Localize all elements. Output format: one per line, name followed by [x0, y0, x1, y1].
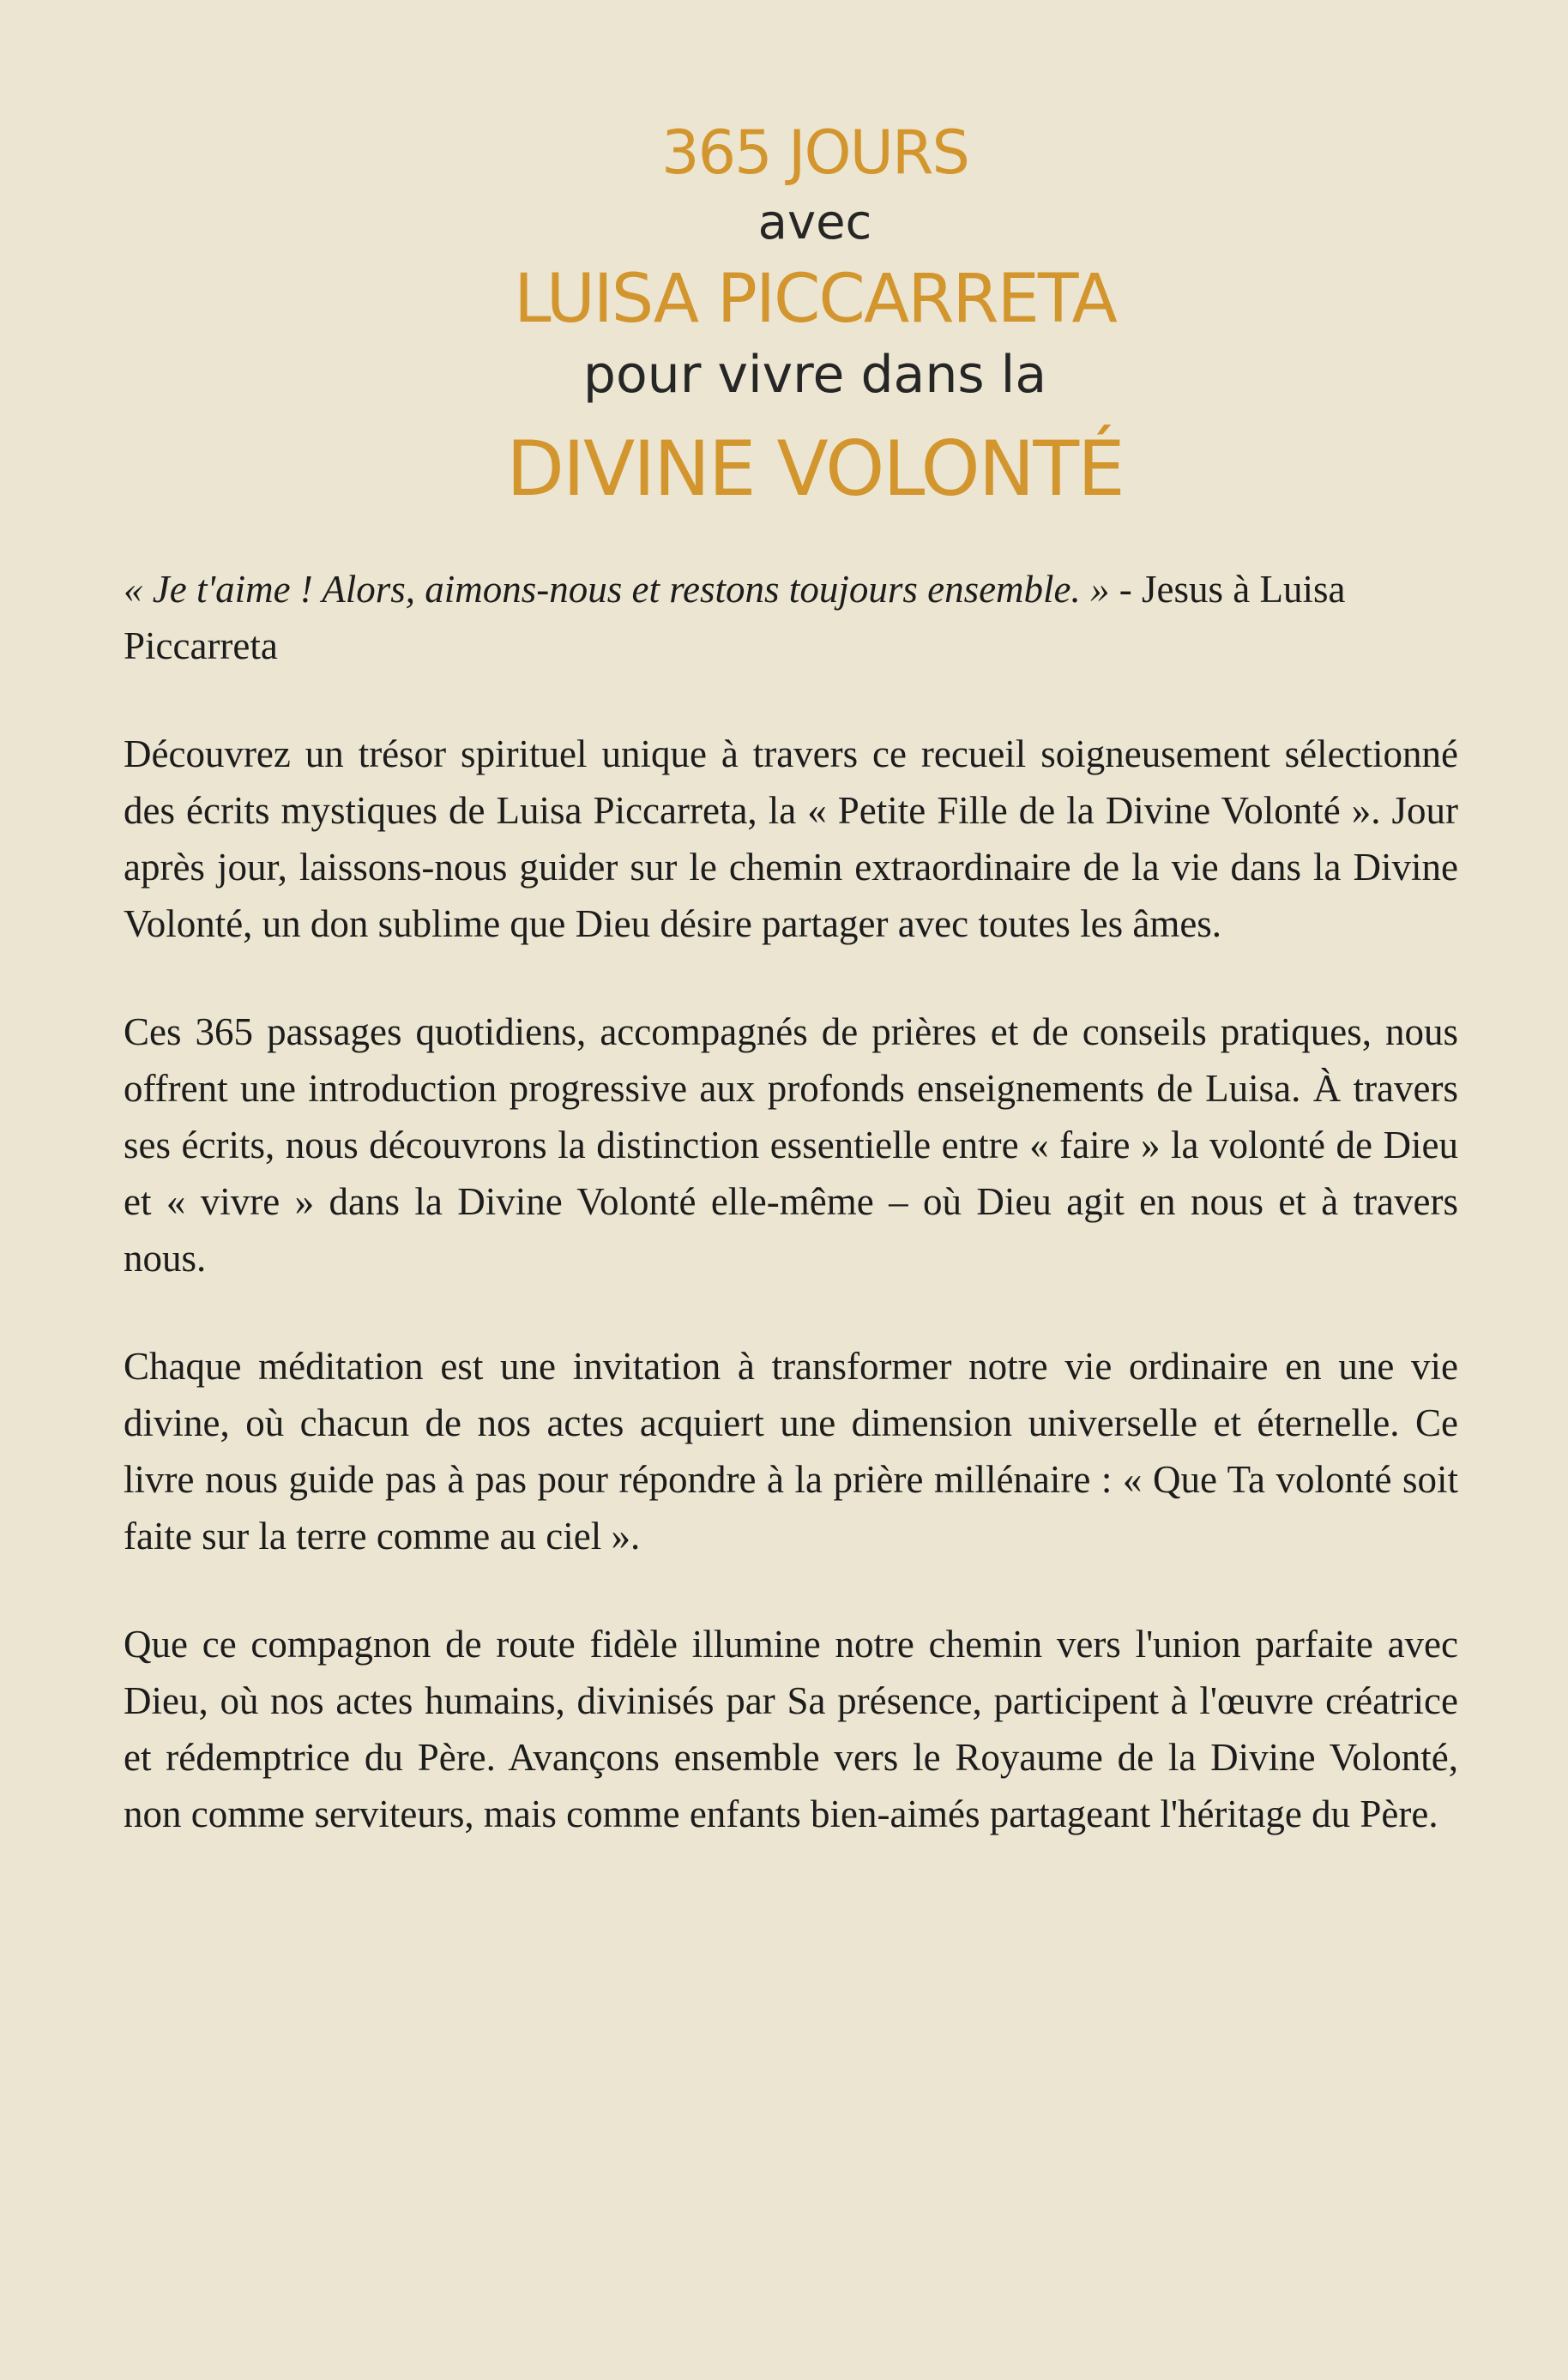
paragraph-1: Découvrez un trésor spirituel unique à travers ce recueil soigneusement sélectionné des écrits mystiques de Luisa Piccarreta, la « Petite Fille de la Divine Volonté ». Jour après jour, laissons-nous guider sur le chemin extraordinaire de la vie dans la Divine Volonté, un don sublime que Dieu désire partager avec toutes les âmes. — [124, 732, 1458, 945]
title-divine-volonte: DIVINE VOLONTÉ — [506, 425, 1124, 513]
paragraph-2: Ces 365 passages quotidiens, accompagnés de prières et de conseils pratiques, nous offrent une introduction progressive aux profonds enseignements de Luisa. À travers ses écrits, nous découvrons la distinction essentielle entre « faire » la volonté de Dieu et « vivre » dans la Divine Volonté elle-même – où Dieu agit en nous et à travers nous. — [124, 1010, 1458, 1280]
title-avec: avec — [757, 195, 872, 250]
title-block — [0, 110, 1568, 525]
paragraph-3: Chaque méditation est une invitation à transformer notre vie ordinaire en une vie divine, où chacun de nos actes acquiert une dimension universelle et éternelle. Ce livre nous guide pas à pas pour répondre à la prière millénaire : « Que Ta volonté soit faite sur la terre comme au ciel ». — [124, 1345, 1458, 1558]
title-365-jours: 365 JOURS — [661, 117, 968, 188]
quote-text: « Je t'aime ! Alors, aimons-nous et restons toujours ensemble. » — [124, 568, 1110, 611]
body-text — [124, 561, 1458, 1894]
quote-attribution: - Jesus à Luisa Piccarreta — [124, 568, 1346, 667]
paragraph-4: Que ce compagnon de route fidèle illumine notre chemin vers l'union parfaite avec Dieu, où nos actes humains, divinisés par Sa présence, participent à l'œuvre créatrice et rédemptrice du Père. Avançons ensemble vers le Royaume de la Divine Volonté, non comme serviteurs, mais comme enfants bien-aimés partageant l'héritage du Père. — [124, 1623, 1458, 1835]
title-luisa-piccarreta: LUISA PICCARRETA — [514, 261, 1116, 338]
title-pour-vivre: pour vivre dans la — [582, 345, 1047, 405]
jesus-quote — [124, 561, 1458, 674]
